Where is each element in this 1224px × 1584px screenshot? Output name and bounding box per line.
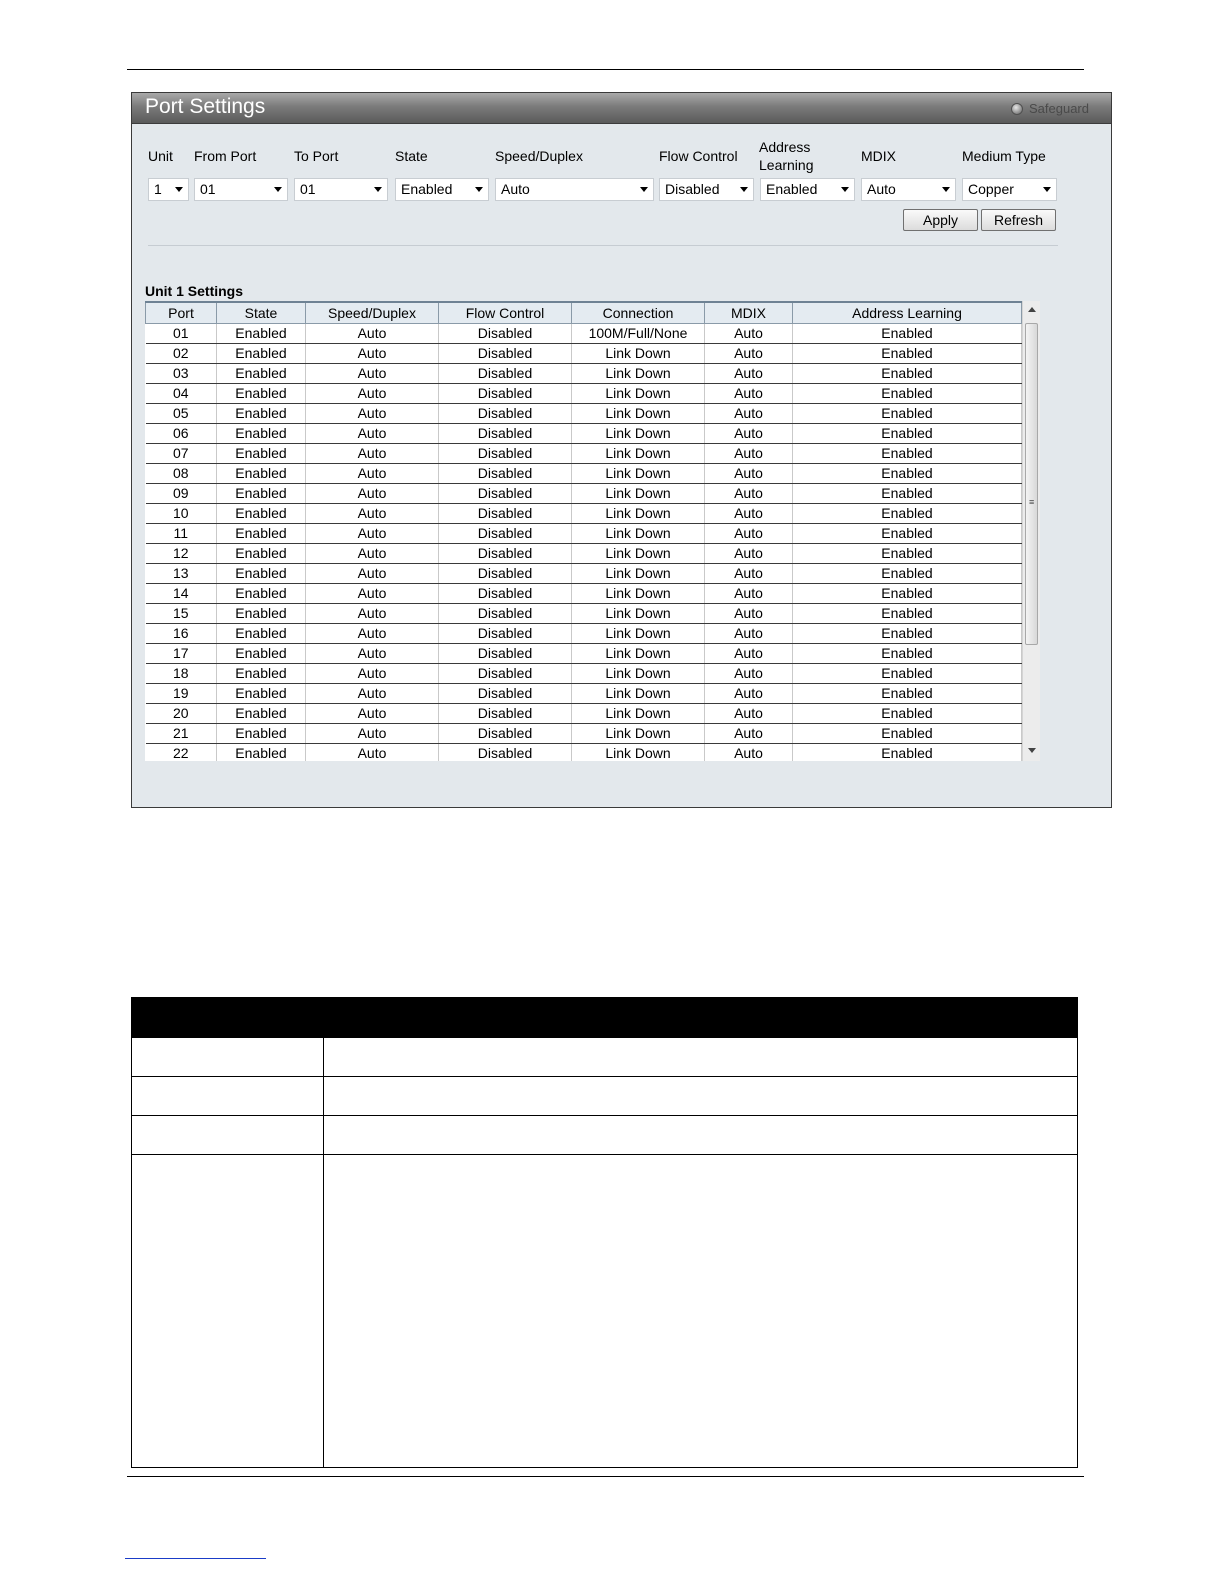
table-scrollbar[interactable] — [1022, 301, 1040, 761]
table-cell: Link Down — [572, 564, 705, 584]
table-row — [146, 404, 1022, 424]
unit-settings-title: Unit 1 Settings — [145, 283, 244, 299]
table-cell: 10 — [146, 504, 217, 524]
table-cell: Enabled — [217, 524, 306, 544]
table-cell: Enabled — [793, 524, 1022, 544]
table-row — [146, 744, 1022, 762]
table-header-row — [146, 302, 1022, 324]
table-cell: 18 — [146, 664, 217, 684]
table-cell: Link Down — [572, 404, 705, 424]
table-cell: Enabled — [217, 684, 306, 704]
table-cell: Auto — [306, 384, 439, 404]
table-cell: Link Down — [572, 704, 705, 724]
table-cell: Auto — [705, 684, 793, 704]
table-row — [146, 544, 1022, 564]
table-row — [146, 344, 1022, 364]
table-cell: Enabled — [217, 544, 306, 564]
table-cell: Enabled — [793, 344, 1022, 364]
table-cell: Auto — [306, 704, 439, 724]
speed-duplex-select[interactable] — [495, 178, 654, 201]
table-cell: 08 — [146, 464, 217, 484]
table-cell: Link Down — [572, 444, 705, 464]
table-cell: Auto — [306, 724, 439, 744]
table-cell: Disabled — [439, 464, 572, 484]
medium-type-select-value: Copper — [968, 181, 1014, 197]
table-cell: Auto — [306, 564, 439, 584]
table-cell: Auto — [705, 624, 793, 644]
table-cell: Auto — [306, 324, 439, 344]
column-header: Speed/Duplex — [306, 302, 439, 324]
table-cell: 03 — [146, 364, 217, 384]
table-cell: Enabled — [217, 704, 306, 724]
table-cell: Enabled — [793, 744, 1022, 762]
table-cell: Enabled — [793, 504, 1022, 524]
table-cell: Disabled — [439, 344, 572, 364]
table-cell: Auto — [306, 684, 439, 704]
table-cell: 01 — [146, 324, 217, 344]
flow-control-label: Flow Control — [659, 148, 738, 164]
state-select[interactable] — [395, 178, 489, 201]
grip-icon: ≡ — [1029, 497, 1035, 507]
chevron-down-icon — [1043, 187, 1051, 192]
table-cell: Disabled — [439, 684, 572, 704]
table-cell: Disabled — [439, 364, 572, 384]
column-header: Connection — [572, 302, 705, 324]
table-cell: 11 — [146, 524, 217, 544]
table-cell: Auto — [705, 644, 793, 664]
table-cell: Link Down — [572, 664, 705, 684]
table-cell: Auto — [705, 544, 793, 564]
table-cell: Auto — [705, 464, 793, 484]
table-cell: Disabled — [439, 644, 572, 664]
table-cell: Auto — [705, 484, 793, 504]
table-cell: Enabled — [793, 404, 1022, 424]
description-table-header — [132, 998, 1077, 1038]
chevron-down-icon — [274, 187, 282, 192]
port-settings-table-viewport — [145, 301, 1022, 761]
table-row — [146, 424, 1022, 444]
table-cell: Link Down — [572, 384, 705, 404]
table-cell: 100M/Full/None — [572, 324, 705, 344]
page-title: Port Settings — [145, 95, 266, 118]
table-cell: Enabled — [793, 564, 1022, 584]
table-cell: Disabled — [439, 444, 572, 464]
table-cell: Link Down — [572, 604, 705, 624]
table-cell: 02 — [146, 344, 217, 364]
column-header: Flow Control — [439, 302, 572, 324]
mdix-label: MDIX — [861, 148, 896, 164]
table-cell: Disabled — [439, 384, 572, 404]
table-cell: Disabled — [439, 564, 572, 584]
table-cell: Enabled — [217, 504, 306, 524]
table-cell: 06 — [146, 424, 217, 444]
table-cell: Auto — [705, 344, 793, 364]
table-cell: Disabled — [439, 404, 572, 424]
page-bottom-rule — [127, 1476, 1084, 1477]
address-learning-label-line1: Address — [759, 139, 811, 155]
table-cell: Auto — [306, 484, 439, 504]
table-cell: Enabled — [793, 424, 1022, 444]
table-cell: Enabled — [217, 664, 306, 684]
unit-select[interactable] — [148, 178, 189, 201]
table-row — [146, 444, 1022, 464]
table-cell: Auto — [306, 344, 439, 364]
table-row — [146, 584, 1022, 604]
table-row — [146, 384, 1022, 404]
table-cell: Link Down — [572, 644, 705, 664]
table-cell: Auto — [306, 584, 439, 604]
table-cell: 19 — [146, 684, 217, 704]
table-row — [146, 484, 1022, 504]
table-cell: Enabled — [793, 544, 1022, 564]
table-cell: 17 — [146, 644, 217, 664]
to-port-select-value: 01 — [300, 181, 316, 197]
table-cell: Disabled — [439, 524, 572, 544]
table-cell: Auto — [705, 604, 793, 624]
table-cell: Link Down — [572, 504, 705, 524]
unit-label: Unit — [148, 148, 173, 164]
table-cell: Enabled — [217, 584, 306, 604]
table-cell: Enabled — [217, 564, 306, 584]
table-cell: Auto — [306, 604, 439, 624]
table-cell: Link Down — [572, 544, 705, 564]
description-table — [131, 997, 1078, 1468]
table-cell: Disabled — [439, 604, 572, 624]
chevron-down-icon — [841, 187, 849, 192]
table-cell: Auto — [306, 524, 439, 544]
table-cell: Enabled — [217, 644, 306, 664]
table-cell: Disabled — [439, 584, 572, 604]
table-row — [146, 504, 1022, 524]
description-column-divider — [323, 1038, 324, 1468]
table-cell: Enabled — [217, 364, 306, 384]
table-cell: Auto — [306, 464, 439, 484]
from-port-select[interactable] — [194, 178, 288, 201]
speed-duplex-label: Speed/Duplex — [495, 148, 583, 164]
table-cell: 14 — [146, 584, 217, 604]
to-port-label: To Port — [294, 148, 339, 164]
table-cell: Auto — [306, 404, 439, 424]
table-cell: Enabled — [217, 444, 306, 464]
from-port-select-value: 01 — [200, 181, 216, 197]
medium-type-label: Medium Type — [962, 148, 1046, 164]
table-row — [146, 644, 1022, 664]
table-cell: Auto — [705, 384, 793, 404]
description-row-divider — [132, 1076, 1077, 1077]
description-row-divider — [132, 1115, 1077, 1116]
table-cell: Enabled — [217, 344, 306, 364]
speed-duplex-select-value: Auto — [501, 181, 530, 197]
table-cell: Enabled — [793, 384, 1022, 404]
table-cell: Auto — [306, 424, 439, 444]
table-cell: Auto — [705, 744, 793, 762]
chevron-down-icon — [175, 187, 183, 192]
column-header: State — [217, 302, 306, 324]
unit-select-value: 1 — [154, 181, 162, 197]
table-row — [146, 624, 1022, 644]
table-cell: Enabled — [793, 364, 1022, 384]
table-cell: Enabled — [793, 484, 1022, 504]
mdix-select[interactable] — [861, 178, 956, 201]
table-cell: Enabled — [217, 424, 306, 444]
table-row — [146, 664, 1022, 684]
table-cell: 12 — [146, 544, 217, 564]
table-row — [146, 724, 1022, 744]
table-cell: Disabled — [439, 724, 572, 744]
table-cell: Link Down — [572, 584, 705, 604]
table-cell: Auto — [705, 364, 793, 384]
flow-control-select-value: Disabled — [665, 181, 720, 197]
address-learning-label-line2: Learning — [759, 157, 814, 173]
table-cell: Auto — [705, 564, 793, 584]
state-select-value: Enabled — [401, 181, 453, 197]
table-cell: Enabled — [217, 724, 306, 744]
port-settings-table — [145, 301, 1022, 761]
table-cell: Enabled — [217, 324, 306, 344]
column-header: MDIX — [705, 302, 793, 324]
column-header: Port — [146, 302, 217, 324]
table-cell: Link Down — [572, 424, 705, 444]
table-cell: Disabled — [439, 324, 572, 344]
table-cell: Auto — [306, 664, 439, 684]
footer-link[interactable] — [125, 1558, 266, 1559]
table-cell: Auto — [705, 404, 793, 424]
table-row — [146, 324, 1022, 344]
panel-header — [132, 93, 1111, 124]
table-cell: Disabled — [439, 664, 572, 684]
table-cell: Auto — [705, 424, 793, 444]
table-row — [146, 364, 1022, 384]
table-cell: Auto — [705, 584, 793, 604]
table-cell: Disabled — [439, 744, 572, 762]
table-cell: Auto — [705, 704, 793, 724]
table-cell: Enabled — [217, 744, 306, 762]
table-cell: Enabled — [793, 704, 1022, 724]
table-cell: 07 — [146, 444, 217, 464]
table-cell: Auto — [705, 324, 793, 344]
table-row — [146, 684, 1022, 704]
table-cell: Disabled — [439, 624, 572, 644]
to-port-select[interactable] — [294, 178, 388, 201]
scroll-up-icon[interactable] — [1028, 307, 1036, 312]
scroll-down-icon[interactable] — [1028, 748, 1036, 753]
safeguard-icon — [1011, 103, 1023, 115]
table-cell: Auto — [306, 644, 439, 664]
table-cell: Enabled — [793, 444, 1022, 464]
page-top-rule — [127, 69, 1084, 70]
table-row — [146, 464, 1022, 484]
address-learning-select[interactable] — [760, 178, 855, 201]
table-cell: 09 — [146, 484, 217, 504]
table-cell: Auto — [306, 364, 439, 384]
table-cell: Disabled — [439, 484, 572, 504]
table-cell: Auto — [306, 544, 439, 564]
table-cell: Auto — [306, 444, 439, 464]
state-label: State — [395, 148, 428, 164]
table-cell: Enabled — [793, 684, 1022, 704]
form-divider — [148, 245, 1058, 246]
table-cell: Auto — [306, 624, 439, 644]
apply-button[interactable]: Apply — [903, 209, 978, 231]
table-cell: Auto — [705, 664, 793, 684]
table-row — [146, 704, 1022, 724]
table-cell: Link Down — [572, 624, 705, 644]
medium-type-select[interactable] — [962, 178, 1057, 201]
table-cell: Enabled — [793, 724, 1022, 744]
table-cell: Enabled — [793, 624, 1022, 644]
table-cell: Link Down — [572, 364, 705, 384]
table-cell: Enabled — [217, 604, 306, 624]
safeguard-label: Safeguard — [1029, 101, 1089, 116]
table-cell: Disabled — [439, 424, 572, 444]
table-cell: Auto — [705, 444, 793, 464]
table-cell: Enabled — [793, 604, 1022, 624]
flow-control-select[interactable] — [659, 178, 754, 201]
table-cell: Enabled — [217, 484, 306, 504]
chevron-down-icon — [942, 187, 950, 192]
table-cell: Enabled — [793, 644, 1022, 664]
table-cell: 16 — [146, 624, 217, 644]
table-cell: 21 — [146, 724, 217, 744]
table-cell: Link Down — [572, 464, 705, 484]
chevron-down-icon — [374, 187, 382, 192]
table-cell: Auto — [705, 524, 793, 544]
table-cell: Enabled — [217, 464, 306, 484]
column-header: Address Learning — [793, 302, 1022, 324]
table-cell: 15 — [146, 604, 217, 624]
table-cell: Link Down — [572, 484, 705, 504]
table-cell: Link Down — [572, 344, 705, 364]
table-cell: 04 — [146, 384, 217, 404]
chevron-down-icon — [740, 187, 748, 192]
table-cell: Enabled — [217, 624, 306, 644]
scrollbar-thumb[interactable] — [1025, 323, 1038, 645]
table-cell: Link Down — [572, 524, 705, 544]
table-cell: 05 — [146, 404, 217, 424]
table-row — [146, 604, 1022, 624]
table-cell: Disabled — [439, 704, 572, 724]
table-row — [146, 564, 1022, 584]
table-cell: Disabled — [439, 544, 572, 564]
table-cell: 13 — [146, 564, 217, 584]
safeguard-indicator[interactable] — [1011, 101, 1089, 116]
table-row — [146, 524, 1022, 544]
table-cell: Enabled — [793, 664, 1022, 684]
refresh-button[interactable]: Refresh — [981, 209, 1056, 231]
table-cell: Enabled — [793, 324, 1022, 344]
table-cell: Auto — [306, 504, 439, 524]
table-cell: Auto — [306, 744, 439, 762]
table-cell: Link Down — [572, 724, 705, 744]
table-cell: Auto — [705, 724, 793, 744]
table-cell: Enabled — [793, 584, 1022, 604]
table-cell: Disabled — [439, 504, 572, 524]
chevron-down-icon — [640, 187, 648, 192]
from-port-label: From Port — [194, 148, 257, 164]
chevron-down-icon — [475, 187, 483, 192]
table-cell: Enabled — [217, 404, 306, 424]
table-cell: Enabled — [793, 464, 1022, 484]
table-cell: Enabled — [217, 384, 306, 404]
table-cell: Link Down — [572, 744, 705, 762]
table-cell: 20 — [146, 704, 217, 724]
description-row-divider — [132, 1154, 1077, 1155]
table-cell: 22 — [146, 744, 217, 762]
table-body — [146, 324, 1022, 762]
table-cell: Auto — [705, 504, 793, 524]
table-cell: Link Down — [572, 684, 705, 704]
address-learning-select-value: Enabled — [766, 181, 818, 197]
mdix-select-value: Auto — [867, 181, 896, 197]
